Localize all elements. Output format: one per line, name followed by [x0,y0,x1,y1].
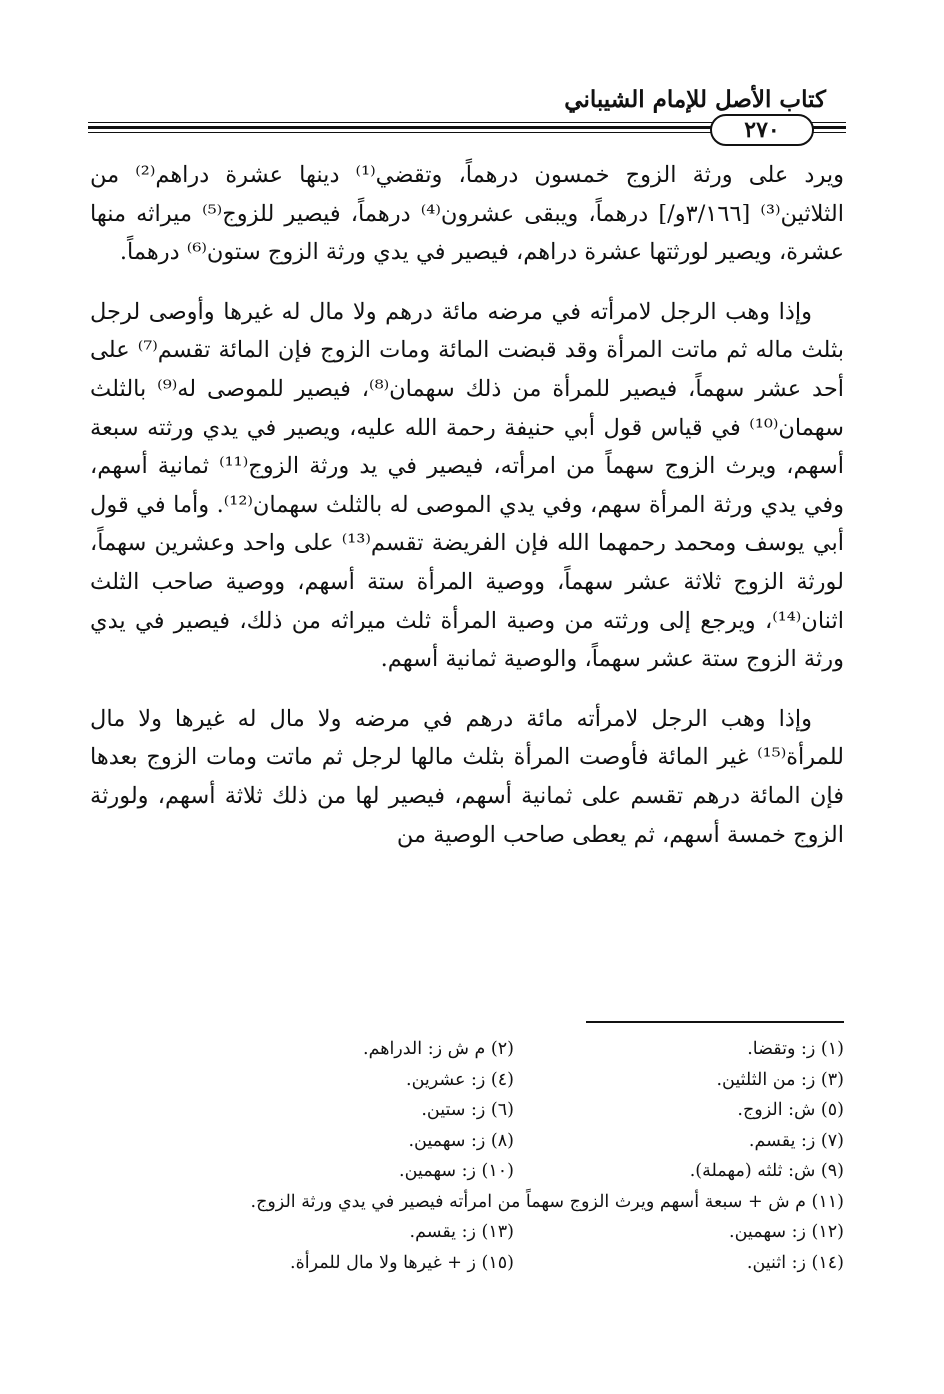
footnote-13: (١٣) ز: يقسم. [409,1222,514,1242]
footnote-row [150,1034,844,1065]
page-number-badge: ٢٧٠ [710,114,814,146]
footnote-12: (١٢) ز: سهمين. [729,1222,844,1242]
footnote-6: (٦) ز: ستين. [421,1100,514,1120]
footnote-11: (١١) م ش + سبعة أسهم ويرث الزوج سهماً من امرأته فيصير في يدي ورثة الزوج. [250,1191,844,1212]
footnote-8: (٨) ز: سهمين. [408,1130,514,1151]
footnote-row [150,1095,844,1126]
footnote-10: (١٠) ز: سهمين. [399,1161,514,1181]
footnote-14: (١٤) ز: اثنين. [746,1252,844,1273]
footnote-row [150,1065,844,1096]
footnote-7: (٧) ز: يقسم. [748,1130,844,1151]
footnote-5: (٥) ش: الزوج. [737,1100,844,1120]
footnote-row [150,1217,844,1248]
footnote-9: (٩) ش: ثلثه (مهملة). [689,1161,844,1181]
main-text [90,156,844,875]
footnote-separator [586,1021,844,1023]
footnote-1: (١) ز: وتقضا. [747,1039,844,1059]
footnote-row [150,1248,844,1279]
paragraph-1: ويرد على ورثة الزوج خمسون درهماً، وتقضي⁽¹⁾ دينها عشرة دراهم⁽²⁾ من الثلاثين⁽³⁾ [٣/١٦٦و/] درهماً، ويبقى عشرون⁽⁴⁾ درهماً، فيصير للزوج⁽⁵⁾ ميراثه منها عشرة، ويصير لورثتها عشرة دراهم، فيصير في يدي ورثة الزوج ستون⁽⁶⁾ درهماً. [90,162,844,266]
footnote-4: (٤) ز: عشرين. [406,1069,514,1090]
footnote-row [150,1187,844,1218]
footnote-15: (١٥) ز + غيرها ولا مال للمرأة. [290,1252,514,1273]
footnote-row [150,1126,844,1157]
footnote-2: (٢) م ش ز: الدراهم. [363,1039,514,1059]
paragraph-2: وإذا وهب الرجل لامرأته في مرضه مائة درهم ولا مال له غيرها وأوصى لرجل بثلث ماله ثم ماتت المرأة وقد قبضت المائة ومات الزوج فإن المائة تقسم⁽⁷⁾ على أحد عشر سهماً، فيصير للمرأة من ذلك سهمان⁽⁸⁾، فيصير للموصى له⁽⁹⁾ بالثلث سهمان⁽¹⁰⁾ في قياس قول أبي حنيفة رحمة الله عليه، ويصير في يدي ورثته سبعة أسهم، ويرث الزوج سهماً من امرأته، فيصير في يد ورثة الزوج⁽¹¹⁾ ثمانية أسهم، وفي يدي ورثة المرأة سهم، وفي يدي الموصى له بالثلث سهمان⁽¹²⁾. وأما في قول أبي يوسف ومحمد رحمهما الله فإن الفريضة تقسم⁽¹³⁾ على واحد وعشرين سهماً، لورثة الزوج ثلاثة عشر سهماً، ووصية المرأة ستة أسهم، ووصية صاحب الثلث اثنان⁽¹⁴⁾، ويرجع إلى ورثته من وصية المرأة ثلث ميراثه من ذلك، فيصير في يدي ورثة الزوج ستة عشر سهماً، والوصية ثمانية أسهم. [90,298,845,673]
paragraph-3: وإذا وهب الرجل لامرأته مائة درهم في مرضه ولا مال له غيرها ولا مال للمرأة⁽¹⁵⁾ غير المائة فأوصت المرأة بثلث مالها لرجل ثم ماتت ومات الزوج بعدها فإن المائة درهم تقسم على ثمانية أسهم، فيصير لها من ذلك ثلاثة أسهم، ولورثة الزوج خمسة أسهم، ثم يعطى صاحب الوصية من [90,705,844,848]
running-title: كتاب الأصل للإمام الشيباني [564,86,826,113]
footnote-row [150,1156,844,1187]
footnote-3: (٣) ز: من الثلثين. [716,1069,844,1090]
footnotes [150,1034,844,1278]
